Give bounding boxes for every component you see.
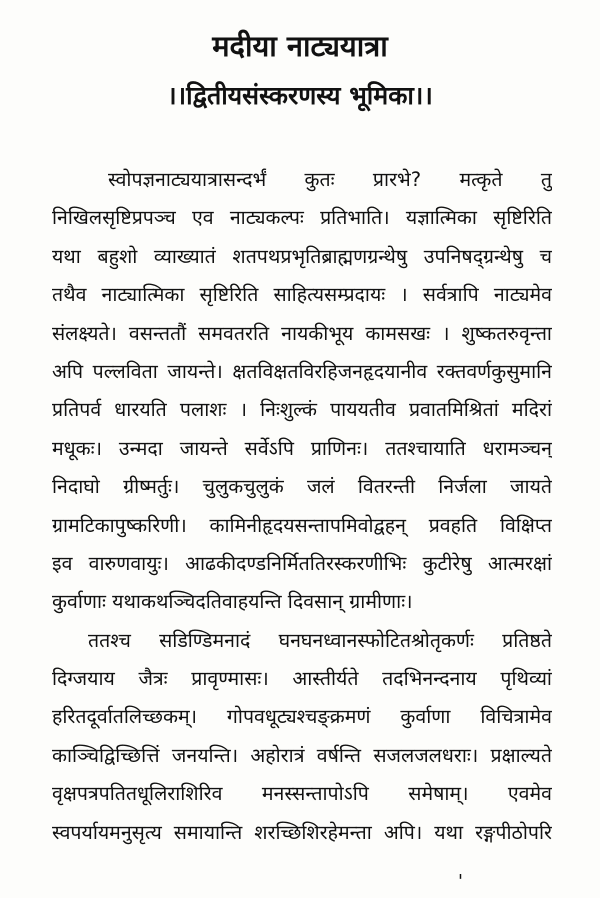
text-line: स्वपर्यायमनुसृत्य समायान्ति शरच्छिशिरहेमन्ता अपि। यथा रङ्गपीठोपरि [52,820,552,844]
page-title: मदीया नाट्ययात्रा [212,29,388,63]
text-line: ग्रामटिकापुष्करिणी। कामिनीहृदयसन्तापमिवोद्वहन् प्रवहति विक्षिप्त [52,513,552,537]
text-line: हरितदूर्वातलिच्छकम्। गोपवधूट्यश्चङ्क्रमणं कुर्वाणा विचित्रामेव [52,705,552,729]
text-line: स्वोपज्ञनाट्ययात्रासन्दर्भं कुतः प्रारभे? मत्कृते तु [108,168,552,191]
stray-mark: ' [458,871,463,892]
text-line: कुर्वाणाः यथाकथञ्चिदतिवाहयन्ति दिवसान् ग्रामीणाः। [52,590,413,614]
text-line: इव वारुणवायुः। आढकीदण्डनिर्मिततिरस्करणीभिः कुटीरेषु आत्मरक्षां [52,551,552,575]
page-subtitle: ।।द्वितीयसंस्करणस्य भूमिका।। [167,81,433,110]
text-line: निदाघो ग्रीष्मर्तुः। चुलुकचुलुकं जलं वितरन्ती निर्जला जायते [52,475,552,499]
text-line: दिग्जयाय जैत्रः प्रावृण्मासः। आस्तीर्यते तदभिनन्दनाय पृथिव्यां [52,667,552,691]
body-text [52,161,552,852]
paragraph-1 [52,161,552,622]
text-line: तथैव नाट्यात्मिका सृष्टिरिति साहित्यसम्प्रदायः । सर्वत्रापि नाट्यमेव [52,283,552,307]
text-line: वृक्षपत्रपतितधूलिराशिरिव मनस्सन्तापोऽपि समेषाम्। एवमेव [52,782,552,806]
text-line: यथा बहुशो व्याख्यातं शतपथप्रभृतिब्राह्मणग्रन्थेषु उपनिषद्ग्रन्थेषु च [52,244,552,268]
text-line: प्रतिपर्व धारयति पलाशः । निःशुल्कं पाययतीव प्रवातमिश्रितां मदिरां [52,398,552,422]
text-line: काञ्चिद्विच्छित्तिं जनयन्ति। अहोरात्रं वर्षन्ति सजलजलधराः। प्रक्षाल्यते [52,743,552,767]
text-line: निखिलसृष्टिप्रपञ्च एव नाट्यकल्पः प्रतिभाति। यज्ञात्मिका सृष्टिरिति [52,206,552,230]
paragraph-2 [52,622,552,852]
text-line: अपि पल्लविता जायन्ते। क्षतविक्षतविरहिजनहृदयानीव रक्तवर्णकुसुमानि [52,359,552,383]
text-line: ततश्च सडिण्डिमनादं घनघनध्वानस्फोटितश्रोतृकर्णः प्रतिष्ठते [88,628,552,652]
text-line: मधूकः। उन्मदा जायन्ते सर्वेऽपि प्राणिनः। ततश्चायाति धरामञ्चन् [52,436,552,460]
text-line: संलक्ष्यते। वसन्ततौं समवतरति नायकीभूय कामसखः । शुष्कतरुवृन्ता [52,321,552,345]
